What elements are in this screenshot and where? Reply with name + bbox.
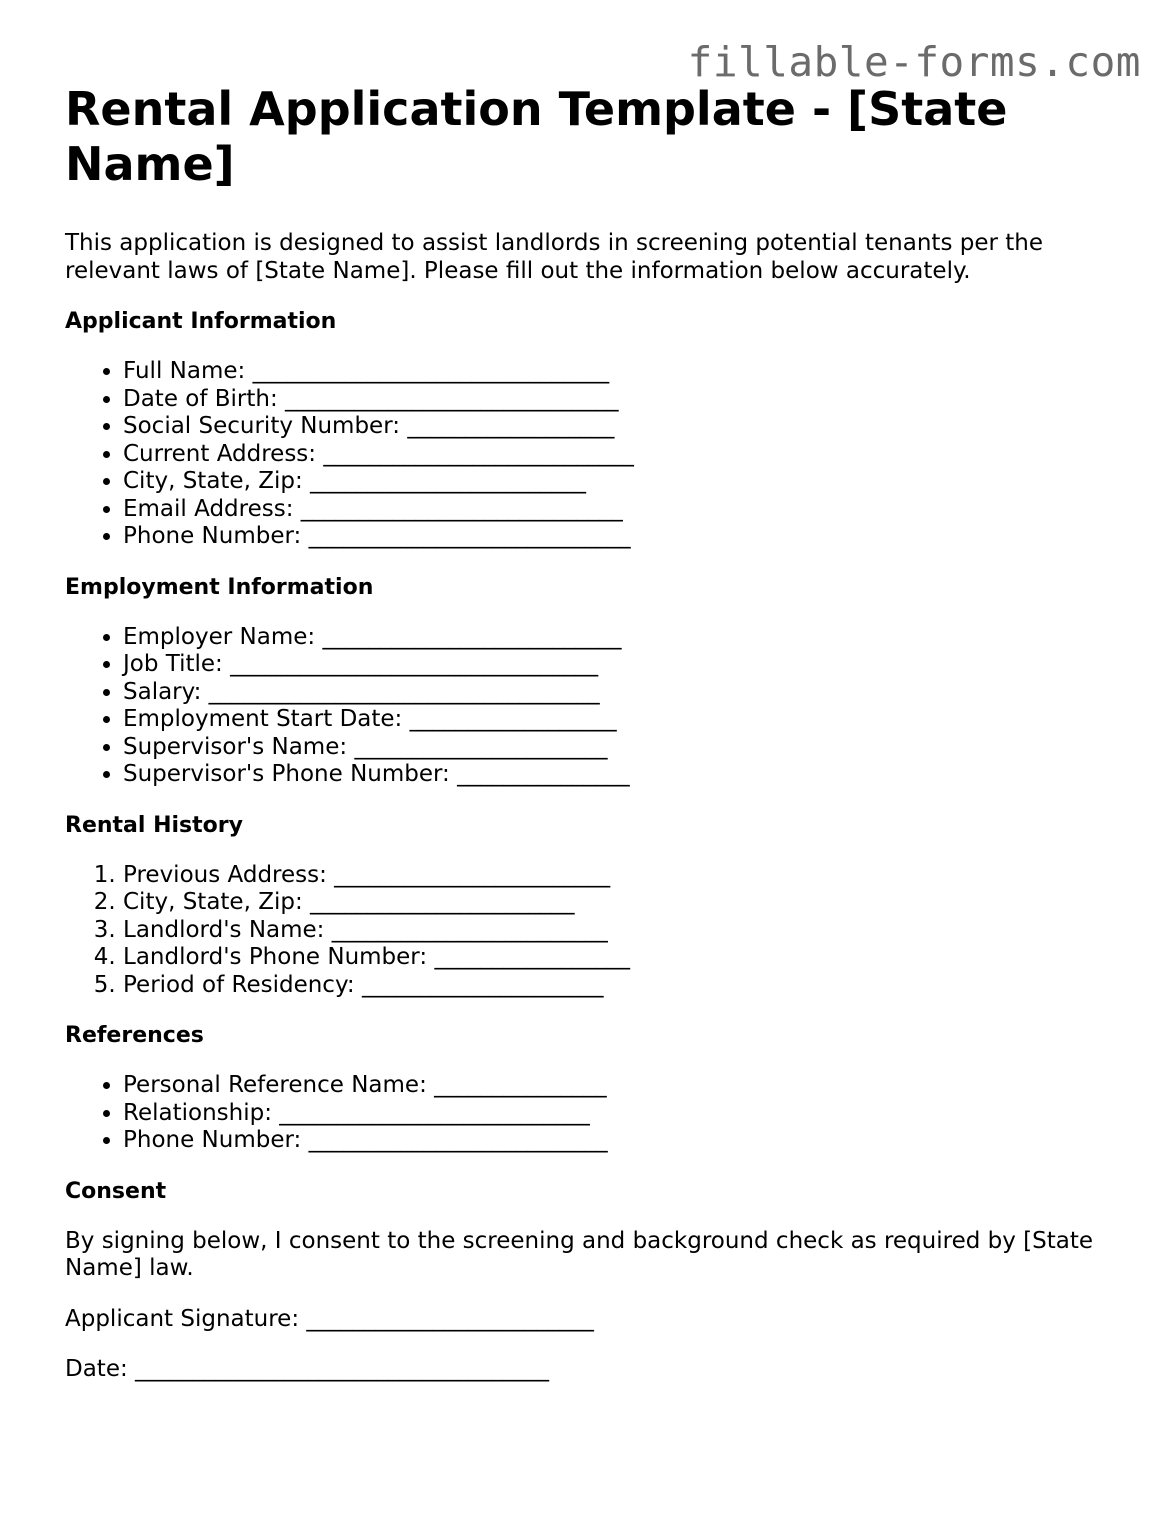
field-current-address[interactable] — [123, 441, 1125, 469]
field-blank[interactable]: _______________________________ — [252, 358, 610, 384]
section-heading-applicant: Applicant Information — [65, 309, 337, 334]
field-personal-reference-name[interactable] — [123, 1072, 1125, 1100]
field-label: Email Address: — [123, 495, 294, 522]
field-city-state-zip[interactable] — [123, 468, 1125, 496]
page-title: Rental Application Template - [State Name] — [65, 82, 1008, 191]
field-previous-city-state-zip[interactable] — [123, 889, 1125, 917]
section-heading-employment: Employment Information — [65, 574, 374, 600]
field-label: Period of Residency: — [123, 971, 355, 998]
field-label: Supervisor's Name: — [123, 733, 348, 760]
field-blank[interactable]: _______________________ — [310, 889, 575, 915]
field-label: Landlord's Phone Number: — [123, 944, 428, 970]
field-blank[interactable]: __________________________ — [322, 623, 622, 650]
section-heading-consent: Consent — [65, 1178, 167, 1204]
field-blank[interactable]: ____________________________ — [300, 495, 623, 522]
field-blank[interactable]: ______________________ — [354, 733, 608, 760]
field-label: Previous Address: — [123, 861, 327, 888]
field-relationship[interactable] — [123, 1100, 1125, 1128]
employment-field-list — [65, 624, 1125, 789]
field-previous-address[interactable] — [123, 862, 1125, 890]
date-label: Date: — [65, 1356, 128, 1382]
field-label: Relationship: — [123, 1099, 272, 1126]
field-label: Date of Birth: — [123, 385, 278, 412]
field-blank[interactable]: ____________________________ — [308, 523, 631, 549]
field-label: Landlord's Name: — [123, 916, 325, 943]
signature-label: Applicant Signature: — [65, 1305, 300, 1332]
document-page — [65, 82, 1125, 1384]
field-blank[interactable]: __________________ — [409, 706, 617, 732]
field-employment-start-date[interactable] — [123, 706, 1125, 734]
field-blank[interactable]: _______________ — [457, 761, 630, 787]
field-employer-name[interactable] — [123, 624, 1125, 652]
field-label: Employment Start Date: — [123, 706, 403, 732]
field-job-title[interactable] — [123, 651, 1125, 679]
field-blank[interactable]: ________________________ — [331, 916, 608, 943]
field-label: Full Name: — [123, 358, 246, 384]
applicant-signature-line[interactable] — [65, 1306, 1125, 1334]
field-reference-phone[interactable] — [123, 1127, 1125, 1155]
field-landlord-phone[interactable] — [123, 944, 1125, 972]
field-supervisor-name[interactable] — [123, 734, 1125, 762]
field-blank[interactable]: ________________________________ — [230, 651, 599, 677]
field-label: Current Address: — [123, 440, 317, 467]
section-heading-rental-history: Rental History — [65, 812, 243, 838]
field-blank[interactable]: ________________________ — [334, 861, 611, 888]
field-full-name[interactable] — [123, 358, 1125, 386]
consent-paragraph: By signing below, I consent to the screening and background check as required by [State Name] law. — [65, 1227, 1094, 1281]
field-blank[interactable]: _________________ — [434, 944, 630, 970]
field-label: Employer Name: — [123, 623, 316, 650]
field-label: Phone Number: — [123, 1127, 302, 1153]
field-blank[interactable]: _____________________________ — [285, 385, 619, 412]
intro-paragraph: This application is designed to assist landlords in screening potential tenants per the relevant laws of [State Name]. Please fill out the information below accurately. — [65, 230, 1043, 284]
field-date-of-birth[interactable] — [123, 386, 1125, 414]
signature-blank[interactable]: _________________________ — [306, 1305, 594, 1332]
field-blank[interactable]: __________________ — [407, 413, 615, 439]
field-label: Personal Reference Name: — [123, 1072, 427, 1098]
field-ssn[interactable] — [123, 413, 1125, 441]
field-email[interactable] — [123, 496, 1125, 524]
date-line[interactable] — [65, 1356, 1125, 1384]
watermark: fillable-forms.com — [687, 38, 1141, 86]
field-blank[interactable]: _______________ — [434, 1072, 607, 1098]
field-period-of-residency[interactable] — [123, 972, 1125, 1000]
field-salary[interactable] — [123, 679, 1125, 707]
rental-history-field-list — [65, 862, 1125, 1000]
field-label: Job Title: — [123, 651, 223, 677]
section-heading-references: References — [65, 1023, 204, 1048]
field-phone[interactable] — [123, 523, 1125, 551]
field-supervisor-phone[interactable] — [123, 761, 1125, 789]
field-blank[interactable]: ___________________________ — [279, 1099, 590, 1126]
field-label: City, State, Zip: — [123, 468, 303, 494]
date-blank[interactable]: ____________________________________ — [135, 1356, 550, 1382]
field-blank[interactable]: _____________________ — [361, 971, 604, 998]
field-label: Phone Number: — [123, 523, 302, 549]
field-blank[interactable]: ___________________________ — [323, 440, 634, 467]
applicant-field-list — [65, 358, 1125, 551]
field-label: Supervisor's Phone Number: — [123, 761, 450, 787]
field-blank[interactable]: ________________________ — [310, 468, 587, 494]
field-label: City, State, Zip: — [123, 889, 303, 915]
references-field-list — [65, 1072, 1125, 1155]
field-label: Salary: — [123, 678, 202, 705]
field-blank[interactable]: __________________________________ — [208, 678, 600, 705]
field-label: Social Security Number: — [123, 413, 400, 439]
field-blank[interactable]: __________________________ — [308, 1127, 608, 1153]
field-landlord-name[interactable] — [123, 917, 1125, 945]
